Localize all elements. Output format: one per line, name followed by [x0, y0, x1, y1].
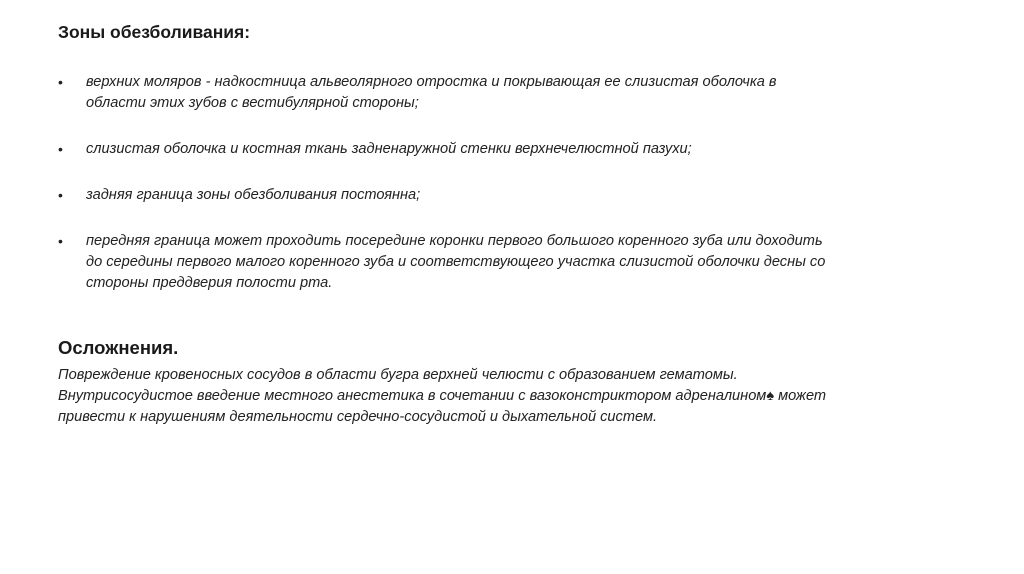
list-item: [58, 231, 978, 294]
complications-heading: Осложнения.: [58, 337, 179, 358]
bullet-icon: •: [58, 187, 63, 203]
list-item: [58, 185, 978, 206]
bullet-icon: •: [58, 233, 63, 249]
complications-line: Повреждение кровеносных сосудов в области бугра верхней челюсти с образованием гематомы.: [58, 367, 738, 383]
zones-bullet-list: [58, 72, 978, 319]
bullet-icon: •: [58, 141, 63, 157]
list-item-line: стороны преддверия полости рта.: [86, 275, 333, 291]
list-item: [58, 72, 978, 114]
list-item-line: до середины первого малого коренного зуба и соответствующего участка слизистой оболочки десны со: [86, 254, 826, 270]
list-item-line: передняя граница может проходить посередине коронки первого большого коренного зуба или доходить: [86, 233, 823, 249]
list-item-line: слизистая оболочка и костная ткань задненаружной стенки верхнечелюстной пазухи;: [86, 141, 692, 157]
zones-heading: Зоны обезболивания:: [58, 22, 251, 42]
bullet-icon: •: [58, 74, 63, 90]
complications-line: привести к нарушениям деятельности сердечно-сосудистой и дыхательной систем.: [58, 409, 658, 425]
list-item-line: области этих зубов с вестибулярной стороны;: [86, 95, 419, 111]
complications-text: [58, 365, 978, 428]
list-item: [58, 139, 978, 160]
list-item-line: задняя граница зоны обезболивания постоянна;: [86, 187, 421, 203]
list-item-line: верхних моляров - надкостница альвеолярного отростка и покрывающая ее слизистая оболочка в: [86, 74, 777, 90]
complications-line: Внутрисосудистое введение местного анестетика в сочетании с вазоконстриктором адреналином♠ может: [58, 388, 827, 404]
